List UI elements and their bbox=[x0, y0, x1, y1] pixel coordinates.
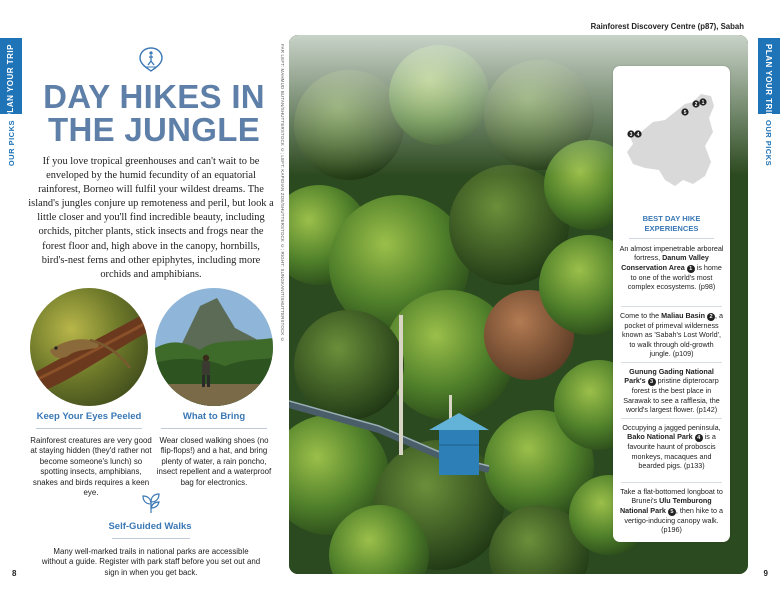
tab-label: PLAN YOUR TRIP bbox=[6, 44, 15, 119]
our-picks-label-left: OUR PICKS bbox=[7, 120, 16, 167]
plan-your-trip-tab-right bbox=[758, 38, 780, 119]
section-heading-what-to-bring: What to Bring bbox=[182, 411, 246, 422]
hike-entry-maliau: Come to the Maliau Basin 2 , a pocket of primeval wilderness known as 'Sabah's Lost World', to walk through old-growth jungle. (p109) bbox=[619, 311, 724, 359]
lizard-photo bbox=[30, 288, 148, 406]
divider bbox=[621, 418, 722, 419]
section-text-self-guided: Many well-marked trails in national parks are accessible without a guide. Register with park staff before you set out and sign in when you get back. bbox=[41, 547, 261, 577]
hike-entry-danum: An almost impenetrable arboreal fortress, Danum Valley Conservation Area 1 is home to one of the world's most complex ecosystems. (p98) bbox=[619, 244, 724, 292]
divider bbox=[629, 238, 714, 239]
hike-entry-gunung-gading: Gunung Gading National Park's 3 pristine dipterocarp forest is the best place in Sarawak to see a rafflesia, the world's largest flower. (p142) bbox=[623, 367, 720, 415]
section-text-what-to-bring: Wear closed walking shoes (no flip-flops!) and a hat, and bring plenty of water, a rain poncho, insect repellent and a waterproof bag for electronics. bbox=[156, 436, 272, 487]
intro-paragraph: If you love tropical greenhouses and can't wait to be enveloped by the humid fecundity of an equatorial rainforest, Borneo will fulfil your wildest dreams. The island's jungles conjure up remoteness and peril, but look a little closer and you'll find incredible beauty, including orchids, pitcher plants, stick insects and frogs near the forest floor and, high above in the canopy, hornbills, bird's-nest ferns and other epiphytes, including more orchids and amphibians. bbox=[28, 156, 274, 280]
plan-your-trip-tab-left bbox=[0, 38, 22, 119]
svg-text:4: 4 bbox=[636, 132, 640, 139]
page-title bbox=[34, 80, 274, 146]
svg-text:5: 5 bbox=[683, 110, 687, 117]
page-number-left: 8 bbox=[12, 569, 17, 578]
divider bbox=[621, 482, 722, 483]
leaf-icon bbox=[138, 492, 164, 514]
hike-entry-bako: Occupying a jagged peninsula, Bako National Park 4 is a favourite haunt of proboscis monkeys, macaques and bearded pigs. (p133) bbox=[622, 423, 721, 471]
borneo-map bbox=[619, 72, 724, 200]
photo-credit: FAR LEFT: MAHMUD BUTAN/SHUTTERSTOCK ©; LEFT: KAPIDIAN ZOE/SHUTTERSTOCK ©; RIGHT: SUNGKANIT/SHUTTERSTOCK © bbox=[280, 44, 285, 343]
panel-heading: BEST DAY HIKE EXPERIENCES bbox=[642, 214, 701, 233]
divider bbox=[621, 306, 722, 307]
our-picks-label-right: OUR PICKS bbox=[764, 120, 773, 167]
divider bbox=[112, 538, 190, 539]
page-number-right: 9 bbox=[763, 569, 768, 578]
section-heading-eyes-peeled: Keep Your Eyes Peeled bbox=[36, 411, 142, 422]
divider bbox=[621, 362, 722, 363]
tab-label: PLAN YOUR TRIP bbox=[764, 44, 773, 119]
best-hikes-panel bbox=[613, 66, 730, 542]
section-text-eyes-peeled: Rainforest creatures are very good at staying hidden (they'd rather not become someone's lunch) so spotting insects, amphibians, snakes and birds requires a keen eye. bbox=[30, 436, 152, 498]
title-line-1: DAY HIKES IN bbox=[43, 78, 265, 115]
svg-text:1: 1 bbox=[701, 100, 705, 107]
divider bbox=[161, 428, 267, 429]
hiker-photo bbox=[155, 288, 273, 406]
section-heading-self-guided: Self-Guided Walks bbox=[108, 521, 192, 532]
hiker-logo-icon bbox=[138, 46, 164, 72]
divider bbox=[36, 428, 142, 429]
hike-entry-ulu-temburong: Take a flat-bottomed longboat to Brunei's Ulu Temburong National Park 5 , then hike to a vertigo-inducing canopy walk. (p196) bbox=[619, 487, 724, 535]
title-line-2: THE JUNGLE bbox=[47, 111, 261, 148]
svg-text:2: 2 bbox=[694, 102, 698, 109]
svg-text:3: 3 bbox=[629, 132, 633, 139]
photo-caption: Rainforest Discovery Centre (p87), Sabah bbox=[590, 22, 744, 31]
